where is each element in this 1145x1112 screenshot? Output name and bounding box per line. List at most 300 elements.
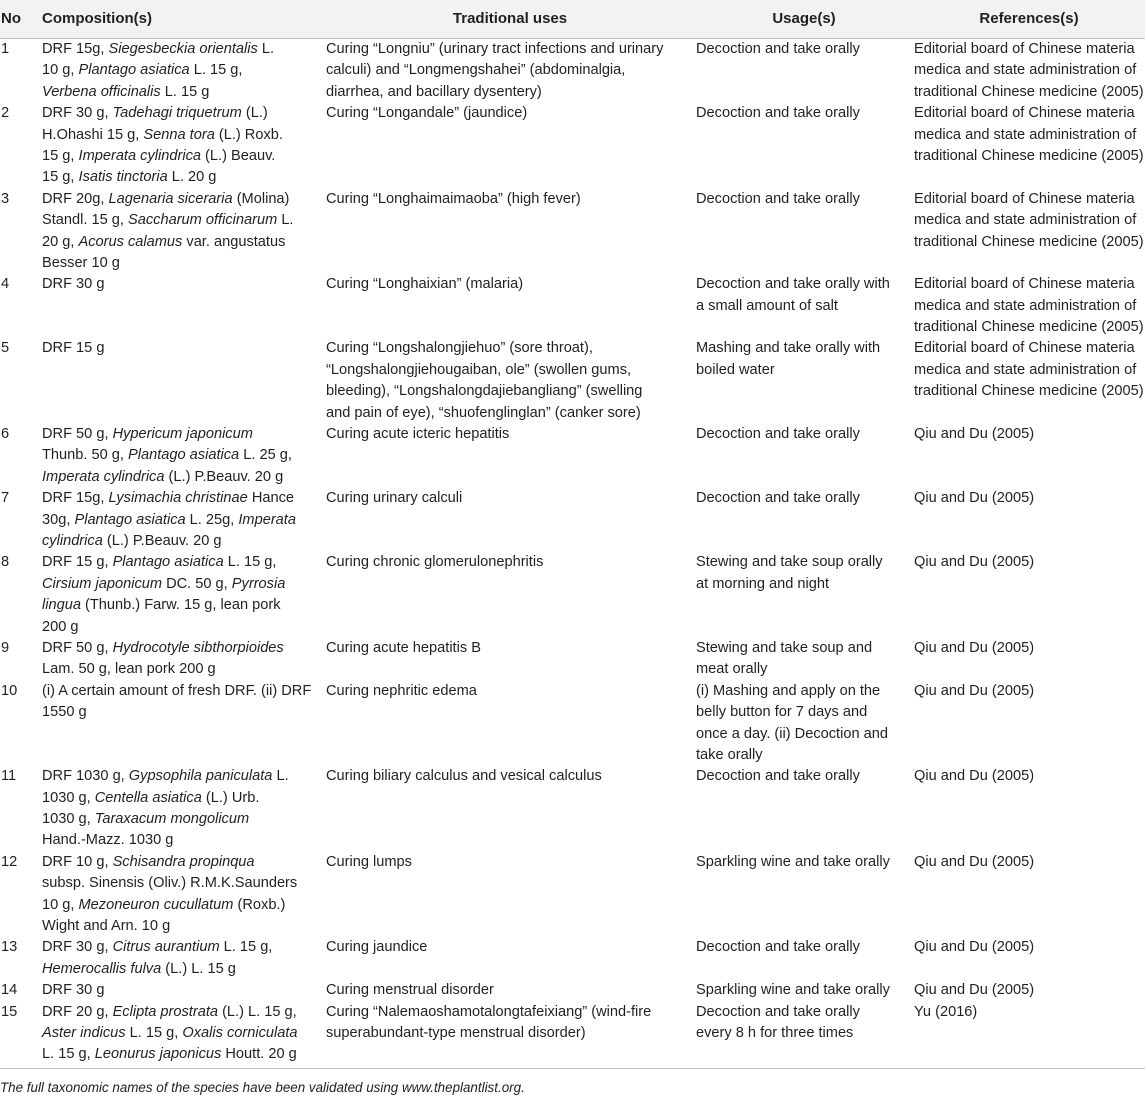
table-body (0, 39, 1145, 1067)
use-line: Curing menstrual disorder (326, 982, 494, 999)
table-row (0, 681, 1145, 767)
usage-line: take orally (696, 746, 763, 763)
composition-line (42, 60, 325, 81)
row-number: 4 (1, 276, 10, 293)
cell-composition (41, 103, 325, 189)
header-usage: Usage(s) (695, 0, 913, 39)
use-line: Curing jaundice (326, 939, 428, 956)
composition-text: L. (257, 41, 275, 57)
species-name: Citrus aurantium (112, 939, 220, 956)
composition-line (42, 595, 325, 616)
cell-traditional-uses (325, 103, 695, 189)
composition-text: L. 15 g, (125, 1024, 183, 1041)
cell-references (913, 552, 1145, 638)
cell-usage (695, 638, 913, 681)
composition-line (42, 82, 325, 103)
header-references: References(s) (913, 0, 1145, 39)
header-row (0, 0, 1145, 39)
table-row (0, 103, 1145, 189)
usage-line: Stewing and take soup and (696, 639, 873, 656)
row-number: 10 (1, 682, 18, 699)
composition-text: H.Ohashi 15 g, (42, 126, 144, 143)
use-line: superabundant-type menstrual disorder) (326, 1024, 586, 1041)
table-row (0, 980, 1145, 1001)
usage-line: boiled water (696, 361, 775, 378)
cell-usage (695, 552, 913, 638)
cell-references (913, 638, 1145, 681)
species-name: Plantago asiatica (78, 62, 190, 79)
cell-usage (695, 766, 913, 852)
cell-no (0, 552, 41, 638)
composition-line (42, 510, 325, 531)
reference-line: medica and state administration of (914, 361, 1137, 378)
composition-text: 1550 g (42, 704, 87, 721)
composition-text: L. 15 g, (42, 1046, 95, 1063)
species-name: Gypsophila paniculata (128, 768, 273, 785)
use-line: Curing “Longhaimaimaoba” (high fever) (326, 190, 581, 207)
table-row (0, 852, 1145, 938)
species-name: Taraxacum mongolicum (94, 811, 250, 828)
cell-usage (695, 39, 913, 104)
cell-references (913, 852, 1145, 938)
species-name: Acorus calamus (78, 233, 183, 250)
species-name: Lysimachia christinae (108, 490, 248, 507)
composition-line (42, 895, 325, 916)
reference-line: Qiu and Du (2005) (914, 554, 1035, 571)
composition-text: DRF 20g, (42, 190, 109, 207)
cell-traditional-uses (325, 638, 695, 681)
composition-text: DRF 15g, (42, 41, 109, 57)
composition-text: DRF 30 g (42, 982, 105, 999)
composition-text: (L.) L. 15 g (161, 960, 236, 977)
use-line: Curing biliary calculus and vesical calculus (326, 768, 602, 785)
composition-line (42, 809, 325, 830)
usage-line: Decoction and take orally (696, 939, 860, 956)
composition-text: L. 15 g, (189, 62, 243, 79)
use-line: diarrhea, and bacillary dysentery) (326, 83, 542, 100)
composition-line (42, 189, 325, 210)
table-row (0, 937, 1145, 980)
table-row (0, 638, 1145, 681)
reference-line: Qiu and Du (2005) (914, 426, 1035, 443)
usage-line: Sparkling wine and take orally (696, 982, 890, 999)
usage-line: Decoction and take orally (696, 1003, 860, 1020)
cell-references (913, 103, 1145, 189)
composition-text: L. 15 g, (219, 939, 273, 956)
cell-composition (41, 980, 325, 1001)
composition-text: Besser 10 g (42, 254, 120, 271)
cell-composition (41, 274, 325, 338)
composition-line (42, 274, 325, 295)
cell-no (0, 338, 41, 424)
composition-line (42, 338, 325, 359)
cell-no (0, 424, 41, 488)
reference-line: traditional Chinese medicine (2005) (914, 83, 1144, 100)
composition-line (42, 638, 325, 659)
row-number: 8 (1, 554, 10, 571)
composition-line (42, 1044, 325, 1065)
species-name: Leonurus japonicus (94, 1046, 222, 1063)
table-row (0, 39, 1145, 104)
species-name: Pyrrosia (231, 575, 286, 592)
composition-text: L. (277, 212, 294, 229)
composition-line (42, 1023, 325, 1044)
table-row (0, 424, 1145, 488)
composition-line (42, 167, 325, 188)
composition-line (42, 852, 325, 873)
reference-line: Editorial board of Chinese materia (914, 340, 1135, 357)
composition-text: (Thunb.) Farw. 15 g, lean pork (80, 597, 281, 614)
composition-line (42, 937, 325, 958)
row-number: 14 (1, 982, 18, 999)
species-name: Plantago asiatica (74, 511, 186, 528)
usage-line: Mashing and take orally with (696, 340, 881, 357)
use-line: Curing nephritic edema (326, 682, 477, 699)
cell-no (0, 638, 41, 681)
cell-references (913, 980, 1145, 1001)
cell-no (0, 1002, 41, 1067)
usage-line: meat orally (696, 661, 768, 678)
row-number: 7 (1, 490, 10, 507)
use-line: Curing “Longandale” (jaundice) (326, 105, 528, 122)
use-line: Curing urinary calculi (326, 490, 463, 507)
composition-text: (Molina) (232, 190, 290, 207)
reference-line: Editorial board of Chinese materia (914, 276, 1135, 293)
cell-no (0, 980, 41, 1001)
table-row (0, 274, 1145, 338)
composition-text: 1030 g, (42, 789, 95, 806)
use-line: Curing chronic glomerulonephritis (326, 554, 544, 571)
cell-traditional-uses (325, 488, 695, 552)
usage-line: at morning and night (696, 575, 830, 592)
use-line: “Longshalongjiehougaiban, ole” (swollen gums, (326, 361, 632, 378)
composition-line (42, 830, 325, 851)
composition-line (42, 702, 325, 723)
species-name: Cirsium japonicum (42, 575, 163, 592)
composition-line (42, 1002, 325, 1023)
composition-line (42, 873, 325, 894)
cell-references (913, 189, 1145, 275)
cell-composition (41, 488, 325, 552)
cell-usage (695, 681, 913, 767)
table-header (0, 0, 1145, 39)
composition-text: L. 15 g (160, 83, 210, 100)
species-name: Aster indicus (42, 1024, 126, 1041)
row-number: 13 (1, 939, 18, 956)
cell-traditional-uses (325, 1002, 695, 1067)
composition-text: DRF 1030 g, (42, 768, 129, 785)
species-name: Schisandra propinqua (112, 853, 255, 870)
species-name: Tadehagi triquetrum (112, 105, 242, 122)
cell-usage (695, 103, 913, 189)
composition-text: (L.) Urb. (201, 789, 260, 806)
composition-text: 20 g, (42, 233, 79, 250)
cell-composition (41, 766, 325, 852)
cell-no (0, 274, 41, 338)
composition-text: Wight and Arn. 10 g (42, 918, 171, 935)
composition-line (42, 788, 325, 809)
table-footnote: The full taxonomic names of the species have been validated using www.theplantlist.org. (0, 1079, 525, 1095)
use-line: and pain of eye), “shuofenglinglan” (canker sore) (326, 404, 641, 421)
reference-line: Editorial board of Chinese materia (914, 190, 1135, 207)
row-number: 1 (1, 41, 10, 57)
use-line: Curing “Nalemaoshamotalongtafeixiang” (wind-fire (326, 1003, 652, 1020)
usage-line: every 8 h for three times (696, 1024, 854, 1041)
use-line: calculi) and “Longmengshahei” (abdominalgia, (326, 62, 626, 79)
composition-text: DRF 15 g, (42, 554, 113, 571)
composition-text: 30g, (42, 511, 75, 528)
composition-text: Standl. 15 g, (42, 212, 129, 229)
cell-references (913, 39, 1145, 104)
composition-line (42, 980, 325, 1001)
composition-text: 200 g (42, 618, 79, 635)
cell-no (0, 681, 41, 767)
cell-references (913, 937, 1145, 980)
composition-line (42, 488, 325, 509)
species-name: Verbena officinalis (42, 83, 161, 100)
cell-usage (695, 424, 913, 488)
species-name: Hydrocotyle sibthorpioides (112, 639, 284, 656)
composition-text: DRF 50 g, (42, 426, 113, 443)
composition-text: DRF 30 g, (42, 105, 113, 122)
reference-line: Editorial board of Chinese materia (914, 41, 1135, 57)
composition-text: (L.) P.Beauv. 20 g (164, 468, 284, 485)
cell-traditional-uses (325, 274, 695, 338)
composition-text: DRF 30 g, (42, 939, 113, 956)
usage-line: Stewing and take soup orally (696, 554, 883, 571)
cell-usage (695, 274, 913, 338)
composition-line (42, 574, 325, 595)
reference-line: Qiu and Du (2005) (914, 768, 1035, 785)
usage-line: Decoction and take orally (696, 426, 860, 443)
composition-text: DRF 30 g (42, 276, 105, 293)
cell-no (0, 103, 41, 189)
reference-line: traditional Chinese medicine (2005) (914, 147, 1144, 164)
composition-line (42, 552, 325, 573)
composition-text: L. 25g, (185, 511, 239, 528)
composition-text: DRF 15 g (42, 340, 105, 357)
usage-line: Decoction and take orally (696, 490, 860, 507)
composition-line (42, 253, 325, 274)
species-name: Oxalis corniculata (182, 1024, 298, 1041)
composition-text: DRF 15g, (42, 490, 109, 507)
header-no: No (0, 0, 41, 39)
composition-text: 15 g, (42, 169, 79, 186)
composition-text: L. 25 g, (239, 447, 292, 464)
reference-line: traditional Chinese medicine (2005) (914, 383, 1144, 400)
composition-text: (L.) (241, 105, 268, 122)
species-name: Senna tora (143, 126, 215, 143)
composition-text: (i) A certain amount of fresh DRF. (ii) DRF (42, 682, 312, 699)
composition-text: Hance (247, 490, 295, 507)
composition-text: DC. 50 g, (162, 575, 232, 592)
composition-text: var. angustatus (182, 233, 286, 250)
composition-line (42, 531, 325, 552)
reference-line: Qiu and Du (2005) (914, 853, 1035, 870)
reference-line: medica and state administration of (914, 126, 1137, 143)
composition-text: subsp. Sinensis (Oliv.) R.M.K.Saunders (42, 875, 298, 892)
composition-line (42, 103, 325, 124)
cell-composition (41, 552, 325, 638)
cell-references (913, 274, 1145, 338)
usage-line: a small amount of salt (696, 297, 838, 314)
cell-composition (41, 681, 325, 767)
row-number: 12 (1, 853, 18, 870)
table-row (0, 338, 1145, 424)
usage-line: Decoction and take orally (696, 190, 860, 207)
cell-traditional-uses (325, 552, 695, 638)
composition-text: L. 20 g (167, 169, 217, 186)
cell-usage (695, 852, 913, 938)
composition-line (42, 39, 325, 60)
cell-no (0, 39, 41, 104)
cell-no (0, 937, 41, 980)
cell-usage (695, 937, 913, 980)
use-line: Curing lumps (326, 853, 412, 870)
cell-traditional-uses (325, 937, 695, 980)
usage-line: Decoction and take orally (696, 41, 860, 57)
reference-line: Qiu and Du (2005) (914, 639, 1035, 656)
usage-line: once a day. (ii) Decoction and (696, 725, 888, 742)
species-name: Imperata (238, 511, 296, 528)
species-name: lingua (42, 597, 81, 614)
usage-line: Decoction and take orally (696, 105, 860, 122)
reference-line: medica and state administration of (914, 62, 1137, 79)
composition-line (42, 766, 325, 787)
composition-text: L. 15 g, (223, 554, 277, 571)
composition-line (42, 467, 325, 488)
reference-line: Qiu and Du (2005) (914, 682, 1035, 699)
composition-text: L. (272, 768, 289, 785)
use-line: Curing acute hepatitis B (326, 639, 481, 656)
use-line: Curing “Longhaixian” (malaria) (326, 276, 524, 293)
cell-composition (41, 937, 325, 980)
composition-text: DRF 20 g, (42, 1003, 113, 1020)
species-name: cylindrica (42, 532, 103, 549)
composition-text: (L.) P.Beauv. 20 g (102, 532, 222, 549)
cell-composition (41, 1002, 325, 1067)
species-name: Plantago asiatica (112, 554, 224, 571)
cell-references (913, 488, 1145, 552)
cell-usage (695, 189, 913, 275)
usage-line: Decoction and take orally (696, 768, 860, 785)
cell-usage (695, 488, 913, 552)
species-name: Imperata cylindrica (78, 147, 201, 164)
cell-no (0, 189, 41, 275)
row-number: 6 (1, 426, 10, 443)
composition-line (42, 617, 325, 638)
species-name: Mezoneuron cucullatum (78, 896, 234, 913)
cell-no (0, 852, 41, 938)
species-name: Lagenaria siceraria (108, 190, 233, 207)
composition-text: (L.) Beauv. (201, 147, 276, 164)
reference-line: traditional Chinese medicine (2005) (914, 233, 1144, 250)
species-name: Saccharum officinarum (128, 212, 278, 229)
cell-traditional-uses (325, 39, 695, 104)
composition-text: Thunb. 50 g, (42, 447, 129, 464)
composition-text: (L.) Roxb. (214, 126, 283, 143)
cell-no (0, 488, 41, 552)
row-number: 15 (1, 1003, 18, 1020)
reference-line: Qiu and Du (2005) (914, 490, 1035, 507)
composition-line (42, 232, 325, 253)
composition-text: (L.) L. 15 g, (218, 1003, 297, 1020)
header-traditional-uses: Traditional uses (325, 0, 695, 39)
table-row (0, 552, 1145, 638)
cell-references (913, 1002, 1145, 1067)
cell-traditional-uses (325, 424, 695, 488)
composition-text: 15 g, (42, 147, 79, 164)
usage-line: (i) Mashing and apply on the (696, 682, 881, 699)
reference-line: medica and state administration of (914, 212, 1137, 229)
cell-composition (41, 638, 325, 681)
cell-references (913, 681, 1145, 767)
species-name: Hypericum japonicum (112, 426, 253, 443)
composition-text: 10 g, (42, 62, 79, 79)
composition-text: Hand.-Mazz. 1030 g (42, 832, 174, 849)
cell-references (913, 338, 1145, 424)
reference-line: medica and state administration of (914, 297, 1137, 314)
usage-line: belly button for 7 days and (696, 704, 868, 721)
composition-text: 10 g, (42, 896, 79, 913)
use-line: bleeding), “Longshalongdajiebangliang” (swelling (326, 383, 643, 400)
row-number: 3 (1, 190, 10, 207)
composition-text: DRF 50 g, (42, 639, 113, 656)
header-composition: Composition(s) (41, 0, 325, 39)
cell-usage (695, 338, 913, 424)
cell-usage (695, 980, 913, 1001)
row-number: 11 (1, 768, 17, 785)
reference-line: Qiu and Du (2005) (914, 982, 1035, 999)
reference-line: traditional Chinese medicine (2005) (914, 319, 1144, 336)
table-row (0, 488, 1145, 552)
species-name: Centella asiatica (94, 789, 202, 806)
cell-references (913, 766, 1145, 852)
cell-references (913, 424, 1145, 488)
cell-traditional-uses (325, 980, 695, 1001)
cell-usage (695, 1002, 913, 1067)
composition-line (42, 210, 325, 231)
composition-text: DRF 10 g, (42, 853, 113, 870)
use-line: Curing acute icteric hepatitis (326, 426, 510, 443)
reference-line: Yu (2016) (914, 1003, 978, 1020)
cell-traditional-uses (325, 338, 695, 424)
composition-line (42, 424, 325, 445)
species-name: Imperata cylindrica (42, 468, 165, 485)
composition-text: Lam. 50 g, lean pork 200 g (42, 661, 216, 678)
row-number: 5 (1, 340, 10, 357)
usage-line: Decoction and take orally with (696, 276, 890, 293)
use-line: Curing “Longniu” (urinary tract infections and urinary (326, 41, 664, 57)
composition-line (42, 959, 325, 980)
row-number: 9 (1, 639, 10, 656)
usage-line: Sparkling wine and take orally (696, 853, 890, 870)
species-name: Isatis tinctoria (78, 169, 168, 186)
cell-traditional-uses (325, 189, 695, 275)
cell-traditional-uses (325, 852, 695, 938)
cell-composition (41, 338, 325, 424)
cell-composition (41, 424, 325, 488)
cell-traditional-uses (325, 681, 695, 767)
row-number: 2 (1, 105, 10, 122)
composition-line (42, 445, 325, 466)
cell-traditional-uses (325, 766, 695, 852)
use-line: Curing “Longshalongjiehuo” (sore throat), (326, 340, 593, 357)
species-name: Siegesbeckia orientalis (108, 41, 258, 57)
cell-composition (41, 39, 325, 104)
reference-line: Editorial board of Chinese materia (914, 105, 1135, 122)
table-row (0, 189, 1145, 275)
